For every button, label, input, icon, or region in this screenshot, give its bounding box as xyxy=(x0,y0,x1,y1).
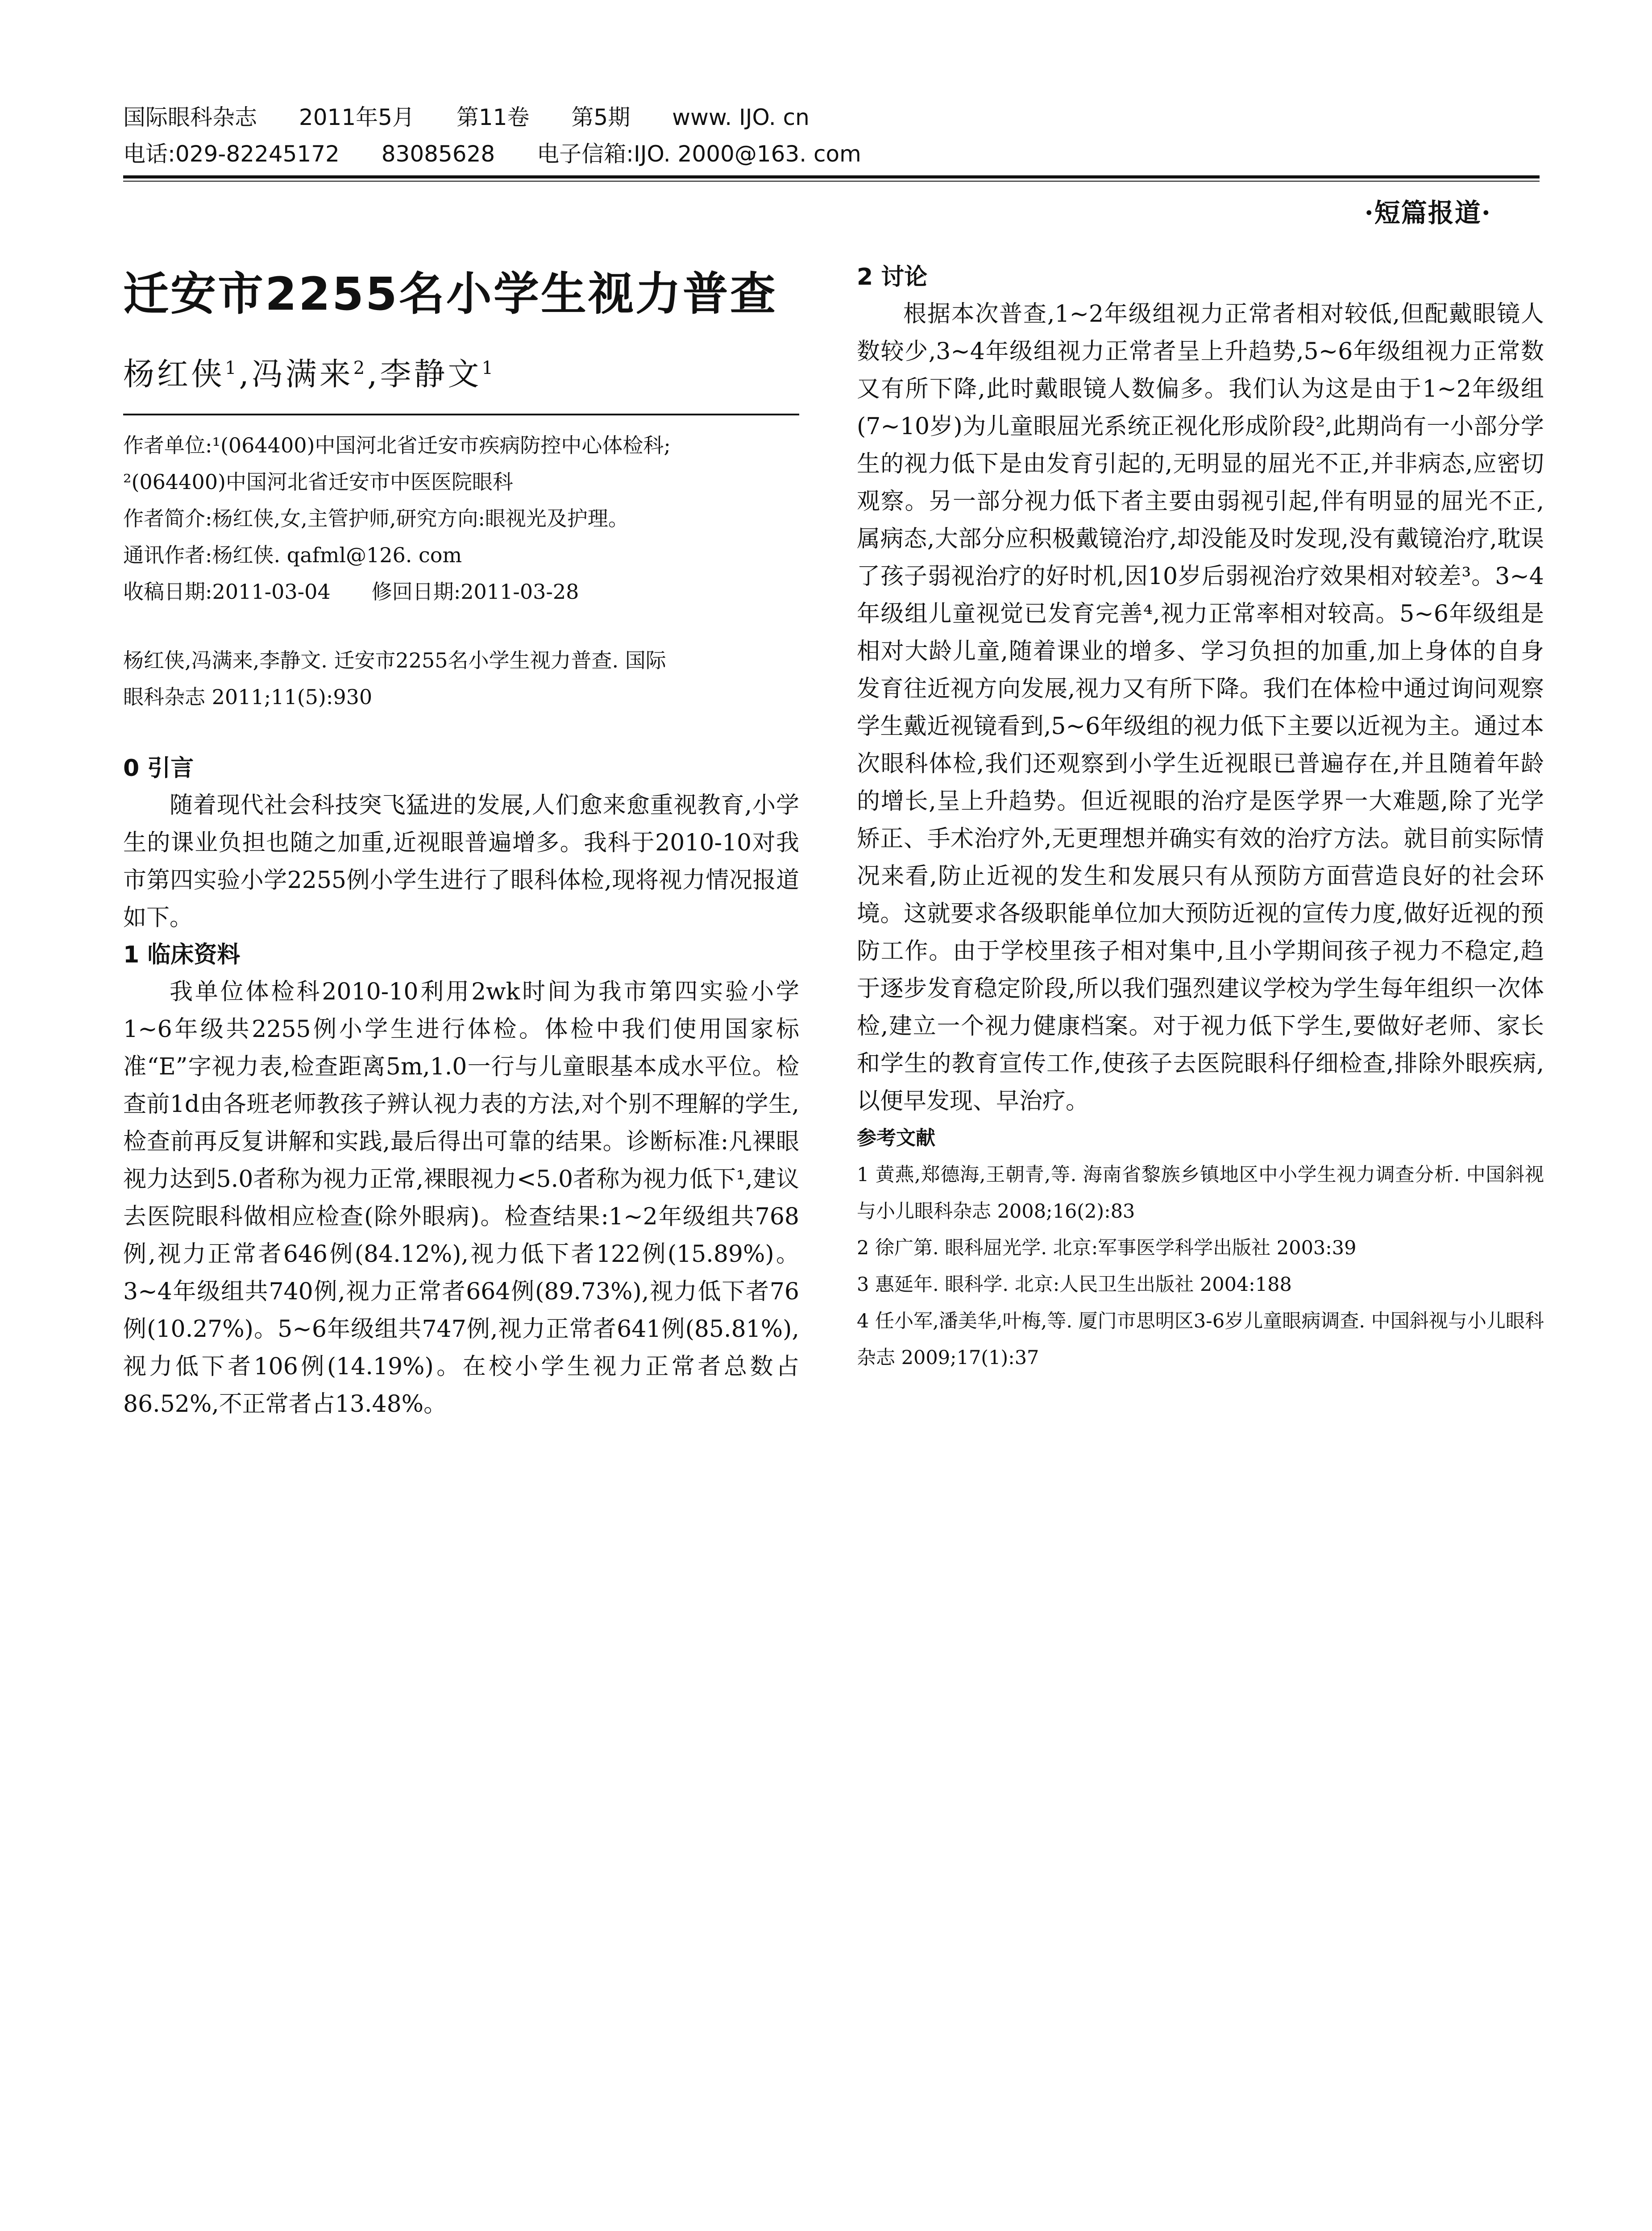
dates: 收稿日期:2011-03-04 修回日期:2011-03-28 xyxy=(123,580,579,604)
discussion-section xyxy=(857,259,1544,1120)
affiliation-line-1: 作者单位:¹(064400)中国河北省迁安市疾病防控中心体检科; xyxy=(123,433,671,458)
citation-line-1: 杨红侠,冯满来,李静文. 迁安市2255名小学生视力普查. 国际 xyxy=(123,648,666,673)
author-list: 杨红侠$^1$,冯满来$^2$,李静文$^1$ xyxy=(123,356,496,393)
column-label: ·短篇报道· xyxy=(1364,198,1491,228)
volume: 第11卷 xyxy=(456,104,530,130)
intro-section xyxy=(123,750,799,937)
issue-date: 2011年5月 xyxy=(299,104,415,130)
citation-line-2: 眼科杂志 2011;11(5):930 xyxy=(123,685,373,709)
header-rule-thin xyxy=(123,181,1540,182)
references-heading: 参考文献 xyxy=(857,1127,935,1149)
email-address: 电子信箱:IJO. 2000@163. com xyxy=(537,141,861,167)
issue-number: 第5期 xyxy=(571,104,631,130)
author-bio: 作者简介:杨红侠,女,主管护师,研究方向:眼视光及护理。 xyxy=(123,506,629,531)
phone-number: 电话:029-82245172 xyxy=(123,141,340,167)
header-rule-thick xyxy=(123,175,1540,178)
clinical-paragraph: 我单位体检科2010-10利用2wk时间为我市第四实验小学1~6年级共2255例小学生进行体检。体检中我们使用国家标准“E”字视力表,检查距离5m,1.0一行与儿童眼基本成水平位。检查前1d由各班老师教孩子辨认视力表的方法,对个别不理解的学生,检查前再反复讲解和实践,最后得出可靠的结果。诊断标准:凡裸眼视力达到5.0者称为视力正常,裸眼视力<5.0者称为视力低下¹,建议去医院眼科做相应检查(除外眼病)。检查结果:1~2年级组共768例,视力正常者646例(84.12%),视力低下者122例(15.89%)。3~4年级组共740例,视力正常者664例(89.73%),视力低下者76例(10.27%)。5~6年级组共747例,视力正常者641例(85.81%),视力低下者106例(14.19%)。在校小学生视力正常者总数占86.52%,不正常者占13.48%。 xyxy=(123,979,799,1418)
header-line-2 xyxy=(123,136,1551,172)
section-heading-intro: 0 引言 xyxy=(123,755,194,782)
left-column xyxy=(123,259,799,1423)
author-rule xyxy=(123,414,799,415)
references-section xyxy=(857,1120,1544,1376)
corresponding-author: 通讯作者:杨红侠. qafml@126. com xyxy=(123,543,462,568)
author-info xyxy=(123,427,799,610)
journal-header xyxy=(123,99,1551,172)
discussion-paragraph: 根据本次普查,1~2年级组视力正常者相对较低,但配戴眼镜人数较少,3~4年级组视力正常者呈上升趋势,5~6年级组视力正常数又有所下降,此时戴眼镜人数偏多。我们认为这是由于1~2年级组(7~10岁)为儿童眼屈光系统正视化形成阶段²,此期尚有一小部分学生的视力低下是由发育引起的,无明显的屈光不正,并非病态,应密切观察。另一部分视力低下者主要由弱视引起,伴有明显的屈光不正,属病态,大部分应积极戴镜治疗,却没能及时发现,没有戴镜治疗,耽误了孩子弱视治疗的好时机,因10岁后弱视治疗效果相对较差³。3~4年级组儿童视觉已发育完善⁴,视力正常率相对较高。5~6年级组是相对大龄儿童,随着课业的增多、学习负担的加重,加上身体的自身发育往近视方向发展,视力又有所下降。我们在体检中通过询问观察学生戴近视镜看到,5~6年级组的视力低下主要以近视为主。通过本次眼科体检,我们还观察到小学生近视眼已普遍存在,并且随着年龄的增长,呈上升趋势。但近视眼的治疗是医学界一大难题,除了光学矫正、手术治疗外,无更理想并确实有效的治疗方法。就目前实际情况来看,防止近视的发生和发展只有从预防方面营造良好的社会环境。这就要求各级职能单位加大预防近视的宣传力度,做好近视的预防工作。由于学校里孩子相对集中,且小学期间孩子视力不稳定,趋于逐步发育稳定阶段,所以我们强烈建议学校为学生每年组织一次体检,建立一个视力健康档案。对于视力低下学生,要做好老师、家长和学生的教育宣传工作,使孩子去医院眼科仔细检查,排除外眼疾病,以便早发现、早治疗。 xyxy=(857,301,1544,1115)
author-name: 冯满来 xyxy=(251,356,353,393)
author-name: 杨红侠 xyxy=(123,356,225,393)
author-affiliation-mark: 2 xyxy=(353,358,368,378)
intro-paragraph: 随着现代社会科技突飞猛进的发展,人们愈来愈重视教育,小学生的课业负担也随之加重,近视眼普遍增多。我科于2010-10对我市第四实验小学2255例小学生进行了眼科体检,现将视力情况报道如下。 xyxy=(123,792,799,932)
journal-website: www. IJO. cn xyxy=(672,104,809,130)
clinical-section xyxy=(123,937,799,1423)
author-name: 李静文 xyxy=(380,356,482,393)
article-title: 迁安市2255名小学生视力普查 xyxy=(123,268,777,321)
author-affiliation-mark: 1 xyxy=(225,358,239,378)
journal-name: 国际眼科杂志 xyxy=(123,104,257,130)
right-column xyxy=(857,259,1544,1376)
header-line-1 xyxy=(123,99,1551,136)
reference-item: 4 任小军,潘美华,叶梅,等. 厦门市思明区3-6岁儿童眼病调查. 中国斜视与小儿眼科杂志 2009;17(1):37 xyxy=(857,1310,1544,1369)
reference-item: 3 惠延年. 眼科学. 北京:人民卫生出版社 2004:188 xyxy=(857,1273,1292,1296)
section-heading-discussion: 2 讨论 xyxy=(857,264,928,290)
citation xyxy=(123,642,799,715)
author-affiliation-mark: 1 xyxy=(481,358,496,378)
phone-number-2: 83085628 xyxy=(381,141,495,167)
reference-item: 1 黄燕,郑德海,王朝青,等. 海南省黎族乡镇地区中小学生视力调查分析. 中国斜视与小儿眼科杂志 2008;16(2):83 xyxy=(857,1164,1544,1223)
reference-item: 2 徐广第. 眼科屈光学. 北京:军事医学科学出版社 2003:39 xyxy=(857,1237,1357,1259)
affiliation-line-2: ²(064400)中国河北省迁安市中医医院眼科 xyxy=(123,470,513,494)
section-heading-clinical: 1 临床资料 xyxy=(123,941,241,969)
